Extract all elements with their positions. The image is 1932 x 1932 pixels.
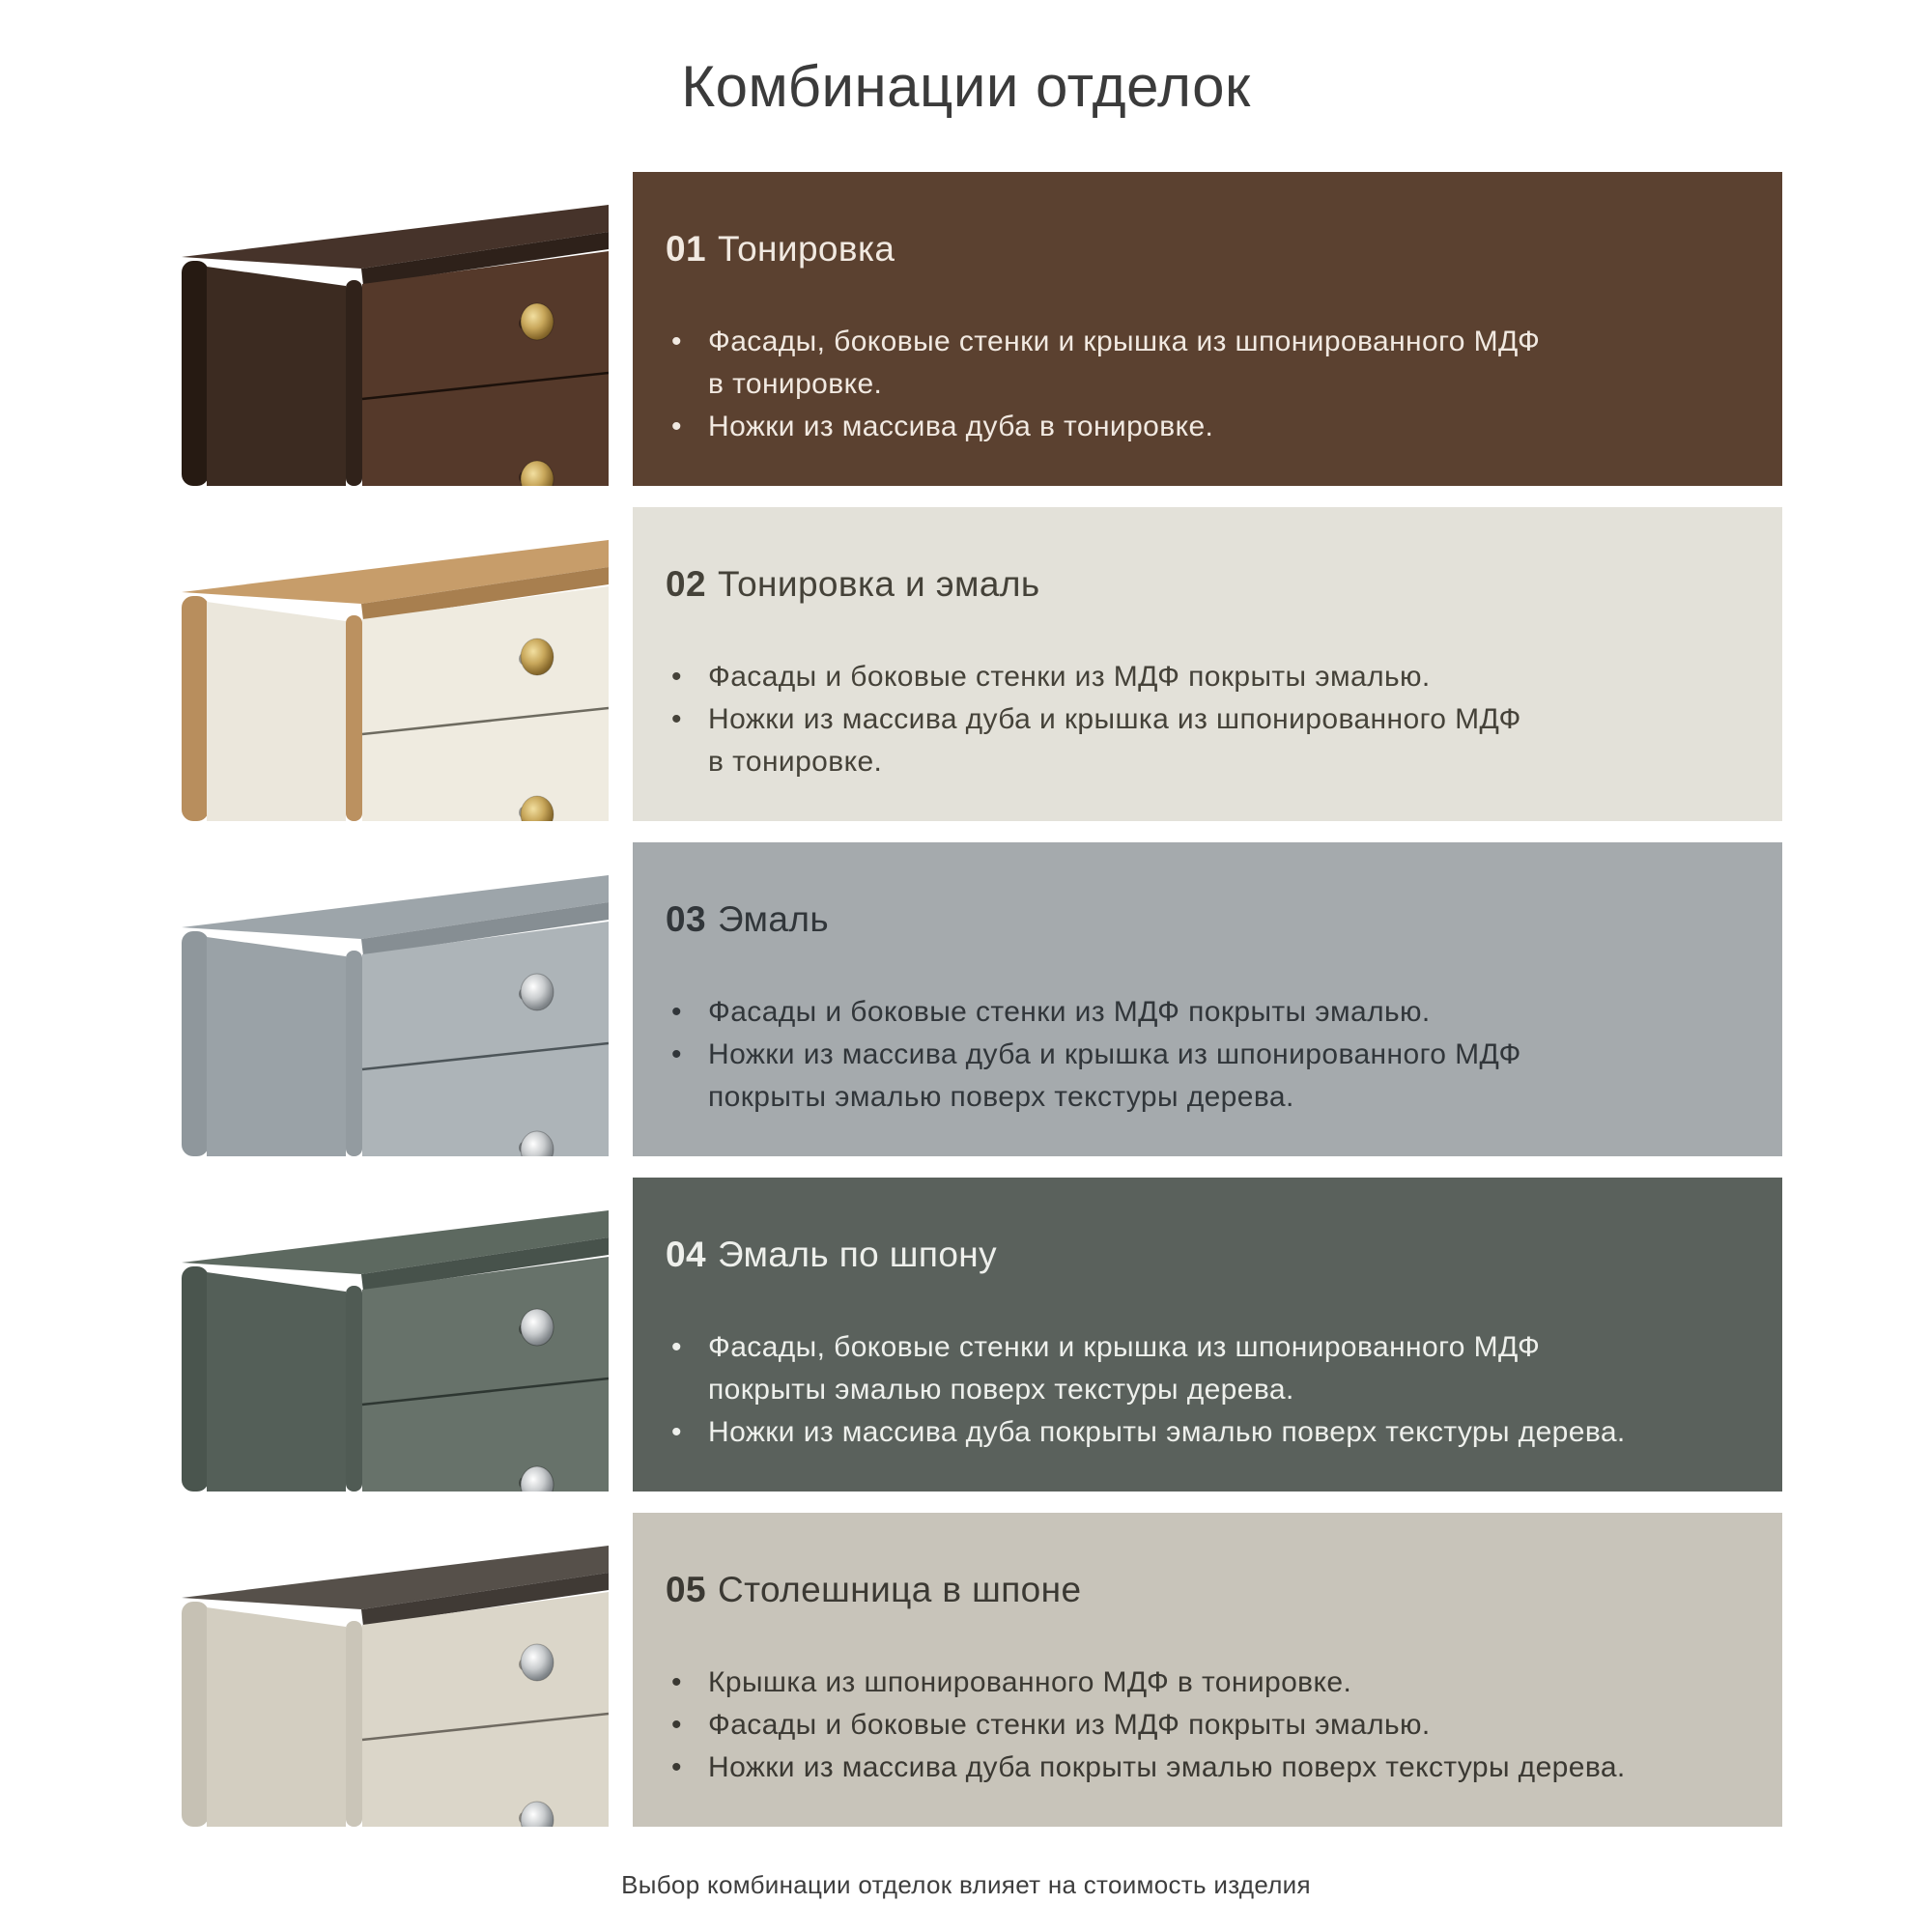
finish-panel-05 (633, 1513, 1782, 1827)
bullet-item (666, 1747, 1734, 1789)
silver-knob-icon (521, 1644, 554, 1681)
bullet-item (666, 698, 1734, 783)
bullet-item (666, 1326, 1734, 1411)
finish-row-05 (145, 1513, 1782, 1827)
finish-number: 05 (666, 1569, 706, 1609)
finish-bullets (666, 991, 1734, 1119)
finish-row-04 (145, 1178, 1782, 1492)
finish-title (666, 900, 1734, 939)
page-title: Комбинации отделок (681, 54, 1251, 119)
dresser-photo-veneer-top (145, 1513, 609, 1827)
finish-title (666, 1236, 1734, 1274)
finish-panel-03 (633, 842, 1782, 1156)
finish-bullets (666, 656, 1734, 783)
finish-panel-01 (633, 172, 1782, 486)
bullet-item (666, 656, 1734, 698)
finish-rows (145, 172, 1782, 1827)
brass-knob-icon (521, 639, 554, 675)
silver-knob-icon (521, 1309, 554, 1346)
bullet-line: • Фасады и боковые стенки из МДФ покрыты эмалью. (708, 660, 1431, 693)
bullet-line: • Ножки из массива дуба покрыты эмалью поверх текстуры дерева. (708, 1415, 1626, 1448)
finish-panel-04 (633, 1178, 1782, 1492)
finish-bullets (666, 321, 1734, 448)
dresser-corner-illustration (145, 172, 609, 486)
bullet-line: • Фасады и боковые стенки из МДФ покрыты эмалью. (708, 1708, 1431, 1741)
finish-title (666, 1571, 1734, 1609)
finish-row-02 (145, 507, 1782, 821)
bullet-item (666, 1411, 1734, 1454)
bullet-line: • Крышка из шпонированного МДФ в тонировке. (708, 1665, 1352, 1698)
dresser-corner-illustration (145, 842, 609, 1156)
brass-knob-icon (521, 303, 554, 340)
bullet-line: • Фасады, боковые стенки и крышка из шпонированного МДФ (708, 1330, 1541, 1363)
bullet-item (666, 406, 1734, 448)
bullet-line: • Ножки из массива дуба и крышка из шпонированного МДФ (708, 702, 1521, 735)
dresser-photo-oak-and-enamel (145, 507, 609, 821)
finish-name: Столешница в шпоне (717, 1569, 1082, 1609)
bullet-item (666, 1034, 1734, 1119)
bullet-line: покрыты эмалью поверх текстуры дерева. (708, 1080, 1294, 1113)
silver-knob-icon (521, 974, 554, 1010)
dresser-photo-enamel-over-veneer (145, 1178, 609, 1492)
bullet-line: • Ножки из массива дуба и крышка из шпонированного МДФ (708, 1037, 1521, 1070)
finish-number: 04 (666, 1234, 706, 1274)
finish-bullets (666, 1662, 1734, 1789)
bullet-item (666, 1662, 1734, 1704)
bullet-line: в тонировке. (708, 367, 883, 400)
dresser-photo-tinted-dark-wood (145, 172, 609, 486)
bullet-item (666, 321, 1734, 406)
bullet-line: • Ножки из массива дуба покрыты эмалью поверх текстуры дерева. (708, 1750, 1626, 1783)
finish-bullets (666, 1326, 1734, 1454)
finish-row-03 (145, 842, 1782, 1156)
dresser-photo-gray-enamel (145, 842, 609, 1156)
finish-number: 01 (666, 228, 706, 269)
dresser-corner-illustration (145, 507, 609, 821)
finish-title (666, 565, 1734, 604)
bullet-line: в тонировке. (708, 745, 883, 778)
finish-number: 03 (666, 898, 706, 939)
finish-name: Эмаль (717, 898, 830, 939)
bullet-line: • Ножки из массива дуба в тонировке. (708, 410, 1214, 442)
dresser-corner-illustration (145, 1178, 609, 1492)
finish-name: Эмаль по шпону (717, 1234, 998, 1274)
bullet-item (666, 1704, 1734, 1747)
bullet-item (666, 991, 1734, 1034)
bullet-line: покрыты эмалью поверх текстуры дерева. (708, 1373, 1294, 1406)
finish-name: Тонировка и эмаль (717, 563, 1040, 604)
bullet-line: • Фасады и боковые стенки из МДФ покрыты эмалью. (708, 995, 1431, 1028)
finish-panel-02 (633, 507, 1782, 821)
finish-name: Тонировка (717, 228, 895, 269)
finish-title (666, 230, 1734, 269)
finish-row-01 (145, 172, 1782, 486)
dresser-corner-illustration (145, 1513, 609, 1827)
footer-note: Выбор комбинации отделок влияет на стоимость изделия (621, 1869, 1311, 1899)
finish-number: 02 (666, 563, 706, 604)
bullet-line: • Фасады, боковые стенки и крышка из шпонированного МДФ (708, 325, 1541, 357)
